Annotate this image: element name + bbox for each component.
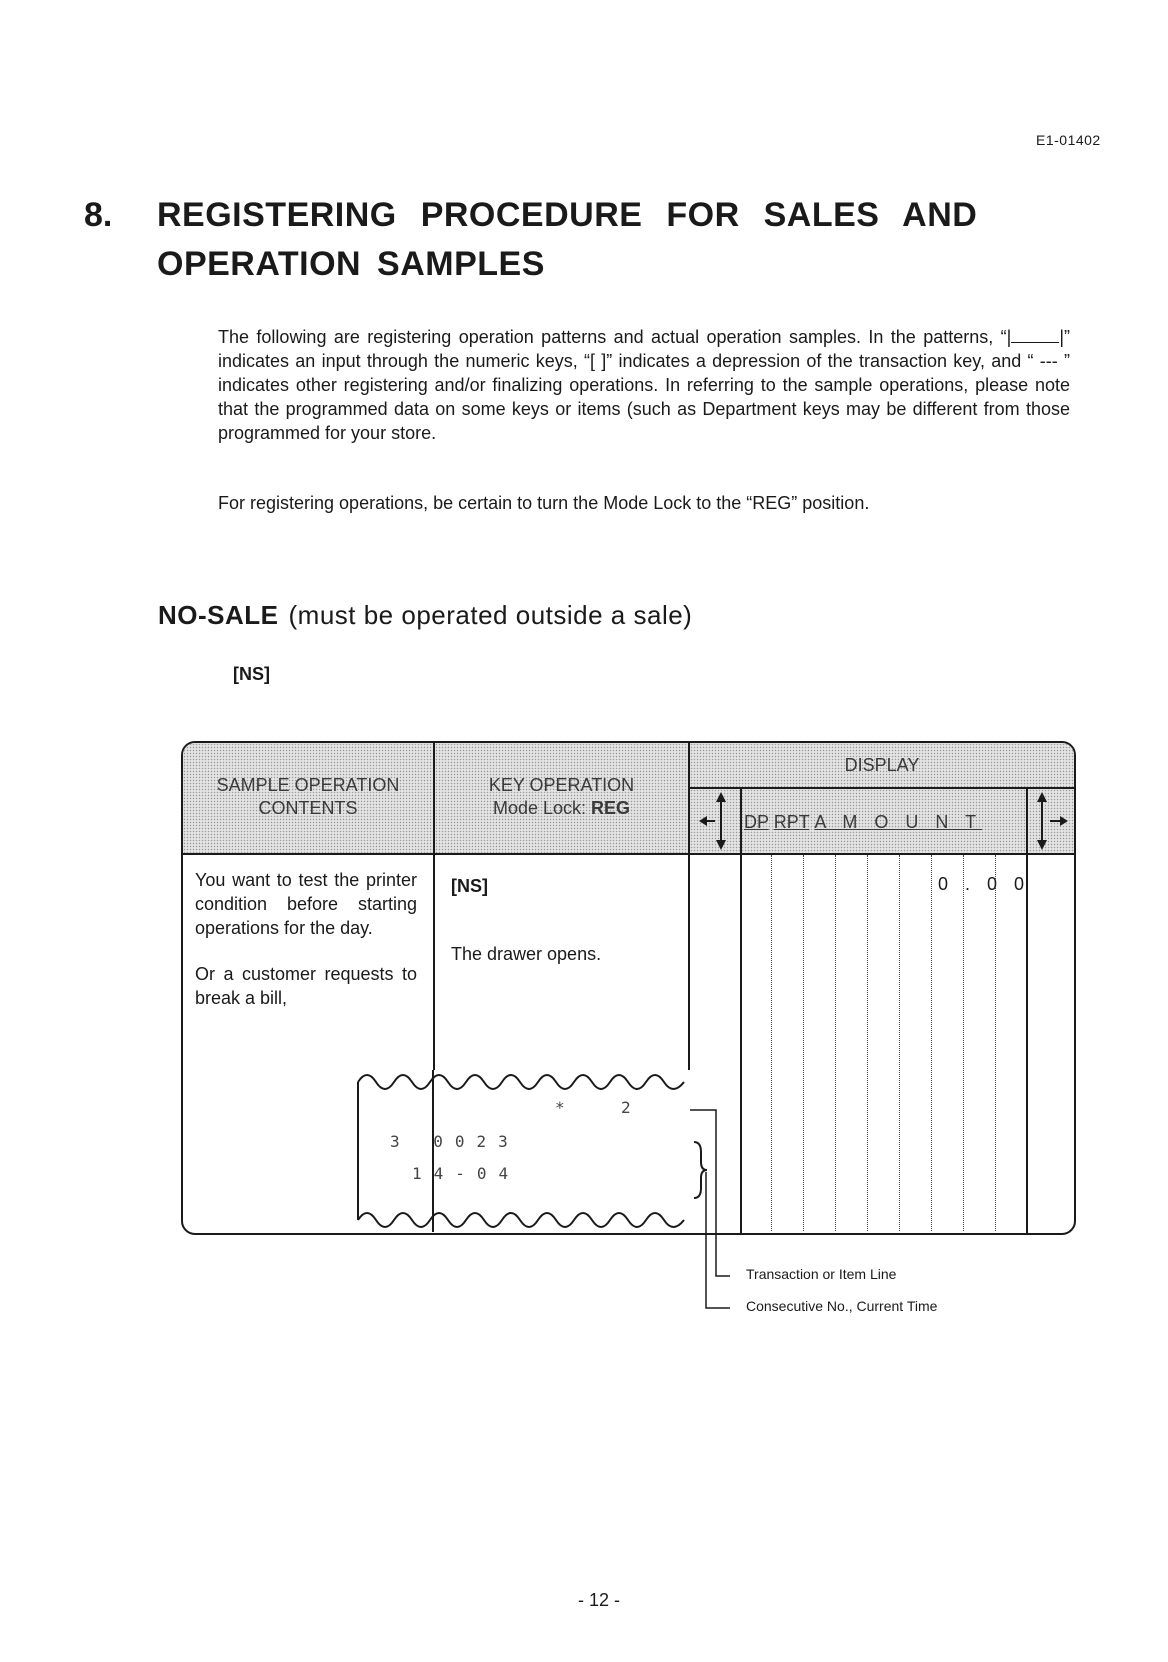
display-dot-col <box>899 855 900 1231</box>
nosale-title: NO-SALE <box>158 600 279 630</box>
intro-paragraph <box>218 325 1070 445</box>
annotation-leaders <box>690 1100 730 1330</box>
contents-header-line1: SAMPLE OPERATION <box>216 775 400 795</box>
rpt-label: RPT <box>773 812 810 832</box>
display-dot-col <box>963 855 964 1231</box>
display-left-bound <box>740 789 742 1233</box>
key-operation-result: The drawer opens. <box>451 944 602 964</box>
keyop-header-line2 <box>435 797 688 820</box>
divider-col2 <box>688 743 690 853</box>
section-title-line1: REGISTERING PROCEDURE FOR SALES AND <box>157 196 978 234</box>
receipt-line-2: 14-04 <box>412 1164 521 1183</box>
contents-text-1: You want to test the printer condition before starting operations for the day. <box>195 870 417 938</box>
display-dot-col <box>803 855 804 1231</box>
amount-label: A M O U N T <box>814 812 983 832</box>
divider-col1 <box>433 743 435 853</box>
display-dot-col <box>771 855 772 1231</box>
display-header: DISPLAY <box>844 755 920 775</box>
intro-text-b: |” indicates an input through the numeric keys, “[ ]” indicates a depression of the transaction key, and “ --- ” indicates other registering and/or finalizing operations. In referring to the sample operations, please note that the programmed data on some keys or items (such as Department keys may be different from those programmed for your store. <box>218 327 1070 443</box>
intro-text-a: The following are registering operation patterns and actual operation samples. In the patterns, “| <box>218 327 1012 347</box>
mode-lock-label: Mode Lock: <box>492 798 587 818</box>
receipt-line-1: 3 0023 <box>390 1132 520 1151</box>
contents-cell <box>195 868 417 1010</box>
display-dot-col <box>931 855 932 1231</box>
section-number: 8. <box>84 196 113 234</box>
contents-header <box>183 774 433 820</box>
note-item-line: Transaction or Item Line <box>746 1266 897 1282</box>
nosale-subtitle: (must be operated outside a sale) <box>288 600 693 630</box>
display-dot-col <box>867 855 868 1231</box>
receipt-mark: 2 <box>621 1098 643 1117</box>
contents-text-2: Or a customer requests to break a bill, <box>195 964 417 1008</box>
numeric-input-blank <box>1011 328 1059 343</box>
display-subheader <box>744 811 982 834</box>
keyop-header-line1: KEY OPERATION <box>488 775 635 795</box>
mode-lock-value: REG <box>591 798 631 818</box>
left-scroll-arrows-icon <box>697 792 733 850</box>
document-code: E1-01402 <box>1036 132 1101 148</box>
dp-label: DP <box>744 812 769 832</box>
display-dot-col <box>995 855 996 1231</box>
display-header-line <box>688 787 1074 789</box>
body-divider-col1 <box>433 855 435 1075</box>
nosale-heading <box>158 600 692 631</box>
key-operation-ns: [NS] <box>451 876 488 896</box>
keyop-header <box>435 774 688 820</box>
receipt-star: * <box>555 1098 577 1117</box>
display-dot-col <box>835 855 836 1231</box>
right-scroll-arrows-icon <box>1030 792 1070 850</box>
page-number: - 12 - <box>578 1590 621 1610</box>
contents-header-line2: CONTENTS <box>258 798 358 818</box>
header-bottom-line <box>183 853 1074 855</box>
note-consecutive: Consecutive No., Current Time <box>746 1298 938 1314</box>
receipt-sample <box>356 1070 690 1232</box>
nosale-pattern: [NS] <box>233 664 270 684</box>
display-right-bound <box>1026 789 1028 1233</box>
display-amount: 0.00 <box>938 874 1042 894</box>
mode-lock-note: For registering operations, be certain to turn the Mode Lock to the “REG” position. <box>218 493 870 513</box>
body-divider-col2 <box>688 855 690 1075</box>
section-title-line2: OPERATION SAMPLES <box>157 245 545 283</box>
